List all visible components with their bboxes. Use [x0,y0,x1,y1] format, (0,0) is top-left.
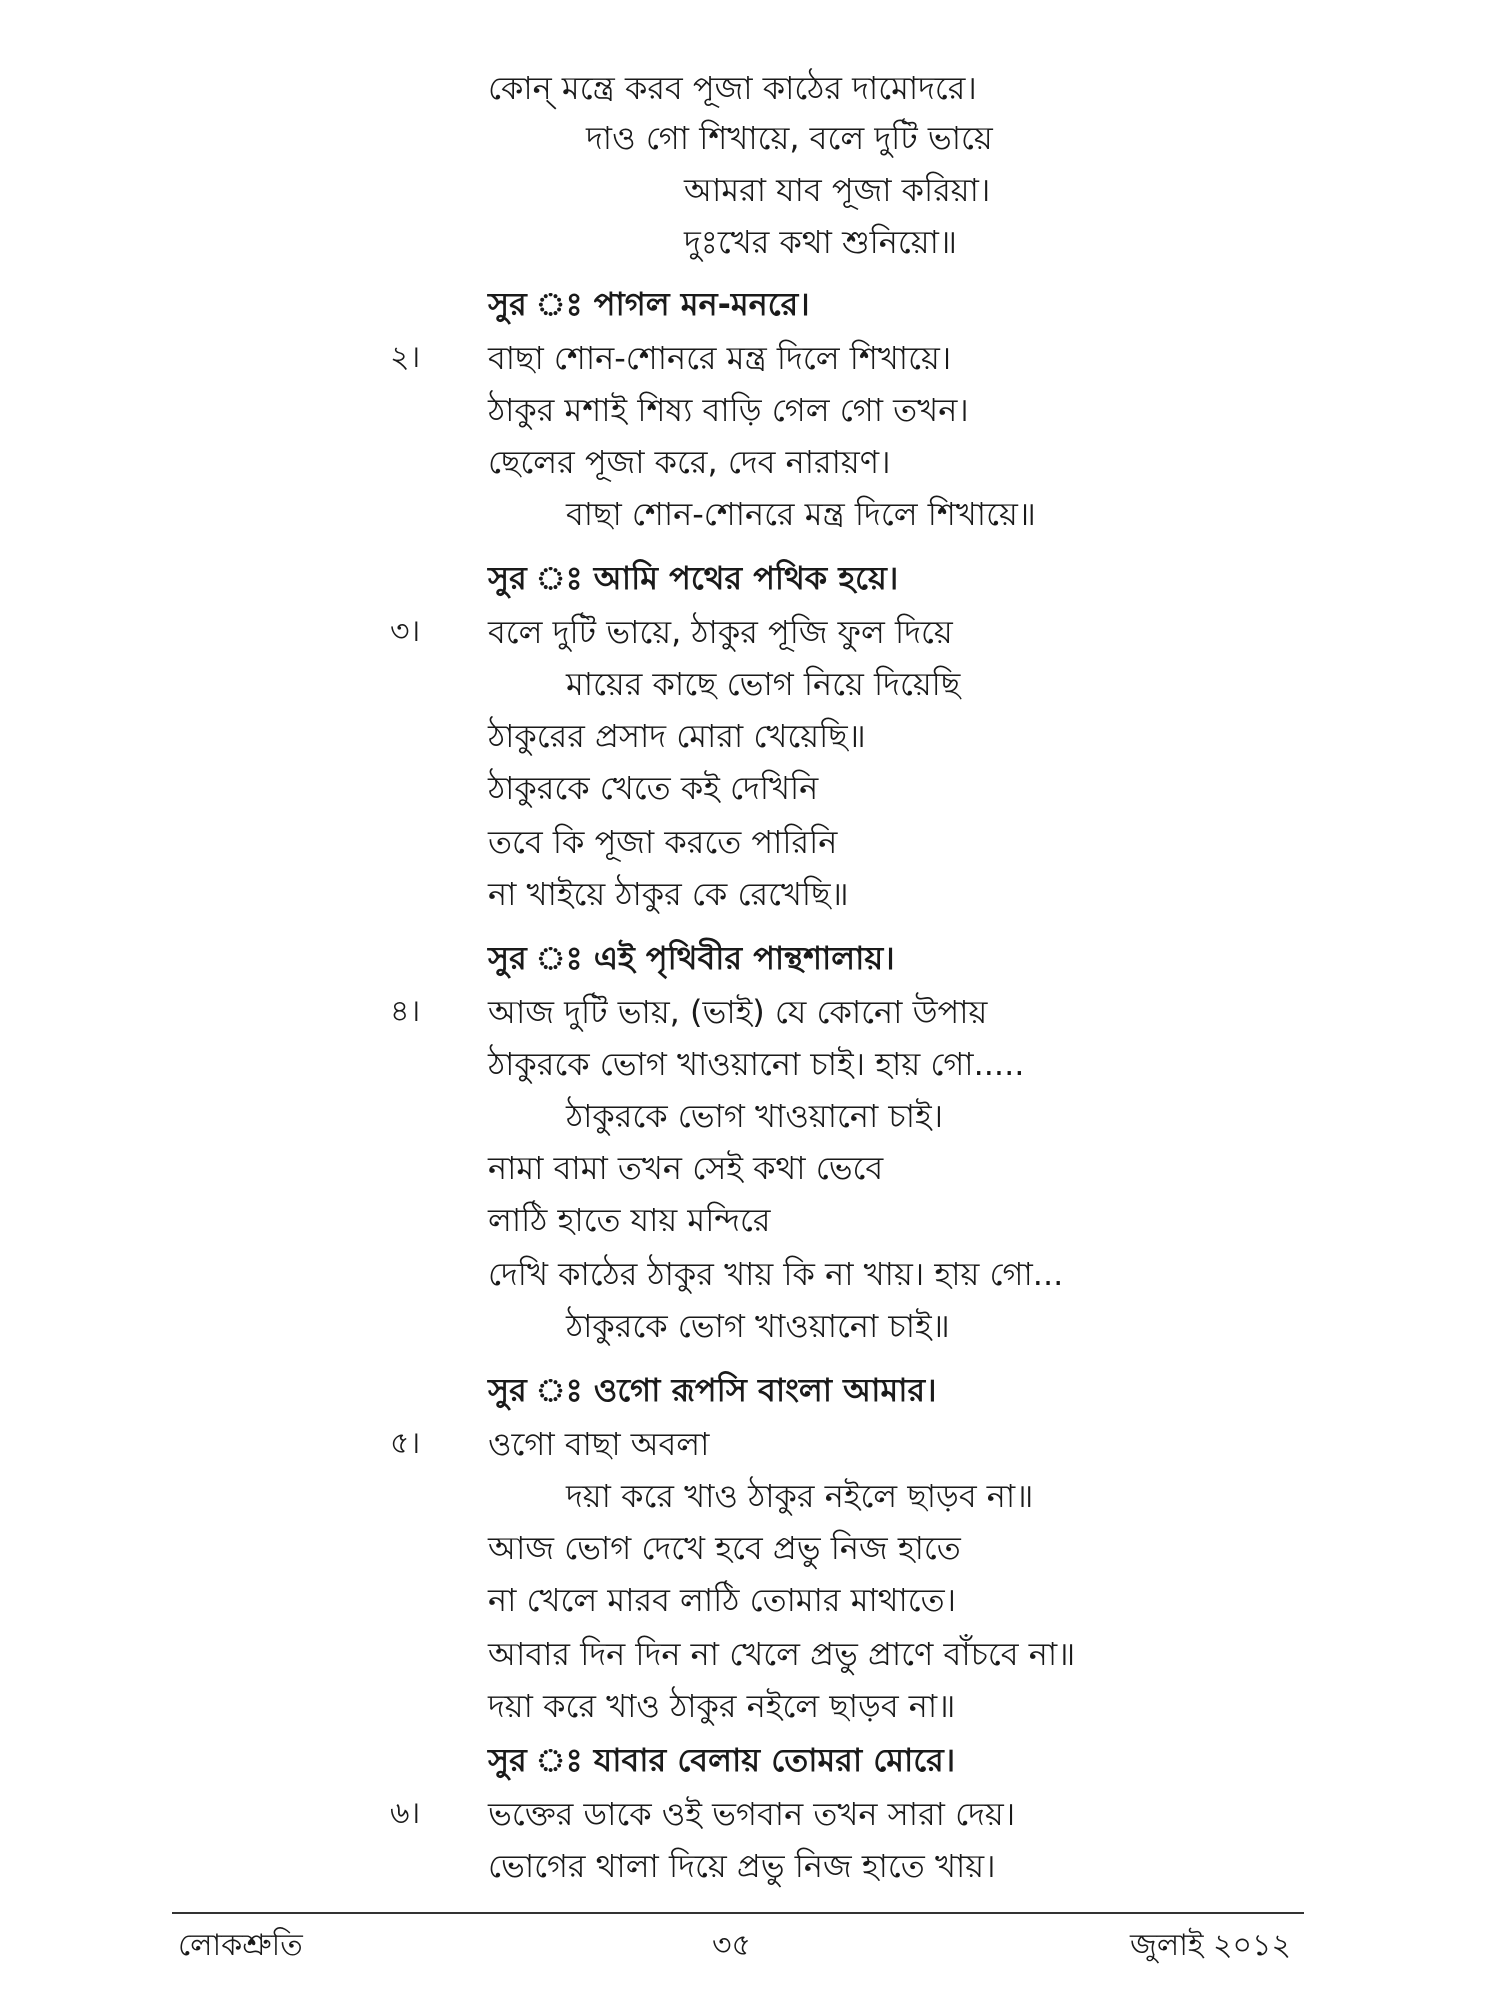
lyric-line: বাছা শোন-শোনরে মন্ত্র দিলে শিখায়ে। [488,339,952,377]
lyric-line: দাও গো শিখায়ে, বলে দুটি ভায়ে [586,119,993,157]
lyric-line: ঠাকুরকে খেতে কই দেখিনি [488,769,819,807]
lyric-line: কোন্‌ মন্ত্রে করব পূজা কাঠের দামোদরে। [488,69,977,107]
lyric-line: ঠাকুরের প্রসাদ মোরা খেয়েছি॥ [488,717,866,755]
tune-heading: সুর ঃ যাবার বেলায় তোমরা মোরে। [488,1741,956,1779]
tune-heading: সুর ঃ ওগো রূপসি বাংলা আমার। [488,1371,937,1409]
footer-date: জুলাই ২০১২ [1130,1928,1292,1963]
lyric-line: আজ ভোগ দেখে হবে প্রভু নিজ হাতে [488,1529,961,1567]
lyric-line: ছেলের পূজা করে, দেব নারায়ণ। [488,443,891,481]
verse-number: ৪। [390,994,421,1029]
lyric-line: ঠাকুরকে ভোগ খাওয়ানো চাই॥ [566,1307,950,1345]
tune-heading: সুর ঃ আমি পথের পথিক হয়ে। [488,559,899,597]
lyric-line: ঠাকুরকে ভোগ খাওয়ানো চাই। হায় গো..... [488,1045,1025,1083]
lyric-line: না খেলে মারব লাঠি তোমার মাথাতে। [488,1581,957,1619]
lyric-line: বাছা শোন-শোনরে মন্ত্র দিলে শিখায়ে॥ [566,495,1036,533]
verse-number: ৬। [390,1796,421,1831]
footer-journal-name: লোকশ্রুতি [178,1928,303,1963]
lyric-line: বলে দুটি ভায়ে, ঠাকুর পূজি ফুল দিয়ে [488,613,953,651]
tune-heading: সুর ঃ পাগল মন-মনরে। [488,285,810,323]
lyric-line: দয়া করে খাও ঠাকুর নইলে ছাড়ব না॥ [488,1687,956,1725]
lyric-line: দয়া করে খাও ঠাকুর নইলে ছাড়ব না॥ [566,1477,1034,1515]
footer-page-number: ৩৫ [712,1928,751,1963]
lyric-line: ভোগের থালা দিয়ে প্রভু নিজ হাতে খায়। [488,1847,996,1885]
lyric-line: দেখি কাঠের ঠাকুর খায় কি না খায়। হায় গো... [488,1255,1064,1293]
tune-heading: সুর ঃ এই পৃথিবীর পান্থশালায়। [488,939,895,977]
footer-rule [172,1912,1304,1914]
lyric-line: ওগো বাছা অবলা [488,1425,710,1463]
lyric-line: আবার দিন দিন না খেলে প্রভু প্রাণে বাঁচবে না॥ [488,1635,1076,1673]
verse-number: ২। [390,340,421,375]
lyric-line: আজ দুটি ভায়, (ভাই) যে কোনো উপায় [488,993,988,1031]
lyric-line: ঠাকুরকে ভোগ খাওয়ানো চাই। [566,1097,944,1135]
lyric-line: না খাইয়ে ঠাকুর কে রেখেছি॥ [488,875,849,913]
lyric-line: দুঃখের কথা শুনিয়ো॥ [684,223,957,261]
lyric-line: নামা বামা তখন সেই কথা ভেবে [488,1149,884,1187]
lyric-line: মায়ের কাছে ভোগ নিয়ে দিয়েছি [566,665,961,703]
lyric-line: ভক্তের ডাকে ওই ভগবান তখন সারা দেয়। [488,1795,1016,1833]
lyric-line: লাঠি হাতে যায় মন্দিরে [488,1201,771,1239]
verse-number: ৫। [390,1426,421,1461]
lyric-line: ঠাকুর মশাই শিষ্য বাড়ি গেল গো তখন। [488,391,969,429]
verse-number: ৩। [390,614,421,649]
lyric-line: তবে কি পূজা করতে পারিনি [488,823,838,861]
lyric-line: আমরা যাব পূজা করিয়া। [684,171,991,209]
